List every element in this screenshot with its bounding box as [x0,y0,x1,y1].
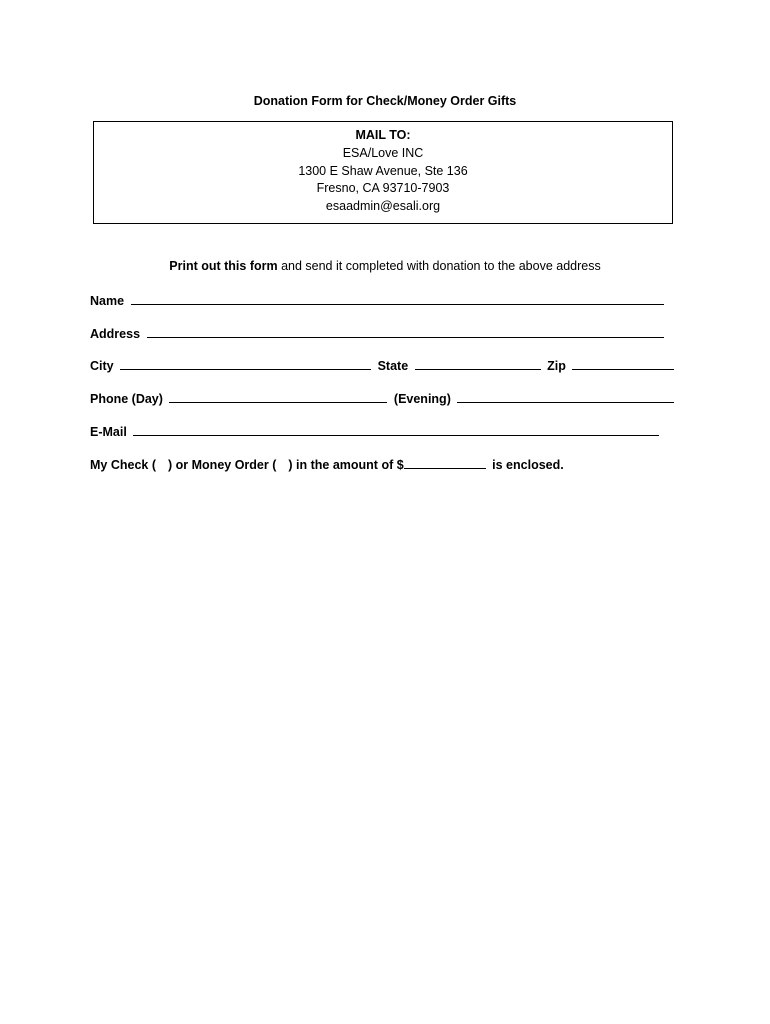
mail-to-city-zip: Fresno, CA 93710-7903 [316,181,450,196]
phone-evening-blank[interactable] [457,390,674,403]
phone-day-blank[interactable] [169,390,387,403]
city-label: City [90,359,114,373]
mail-to-organization: ESA/Love INC [342,145,424,160]
amount-label: in the amount of $ [296,458,404,472]
address-label: Address [90,327,141,341]
city-blank[interactable] [120,357,371,370]
zip-blank[interactable] [572,357,674,370]
check-close-paren: ) [168,458,173,472]
phone-evening-label: (Evening) [393,392,451,406]
email-blank[interactable] [133,423,659,436]
email-row [90,423,662,439]
phone-day-label: Phone (Day) [90,392,163,406]
amount-blank[interactable] [404,456,486,469]
enclosed-label: is enclosed. [492,458,564,472]
state-blank[interactable] [415,357,541,370]
email-label: E-Mail [90,425,127,439]
mail-to-heading: MAIL TO: [355,128,411,142]
money-order-close-paren: ) [288,458,293,472]
payment-row [90,456,564,472]
page-title: Donation Form for Check/Money Order Gifts [253,94,517,108]
check-label: My Check ( [90,458,156,472]
instruction-text [0,259,770,273]
city-state-zip-row [90,357,677,373]
phone-row [90,390,677,406]
mail-to-email: esaadmin@esali.org [325,199,441,214]
state-label: State [377,359,409,373]
address-row [90,325,667,341]
instruction-rest: and send it completed with donation to the above address [277,259,601,273]
mail-to-street: 1300 E Shaw Avenue, Ste 136 [298,163,468,178]
name-row [90,292,667,308]
mail-to-box [93,121,673,224]
instruction-bold: Print out this form [169,259,278,273]
zip-label: Zip [547,359,566,373]
name-label: Name [90,294,125,308]
address-blank[interactable] [147,325,664,338]
name-blank[interactable] [131,292,664,305]
money-order-label: or Money Order ( [175,458,277,472]
